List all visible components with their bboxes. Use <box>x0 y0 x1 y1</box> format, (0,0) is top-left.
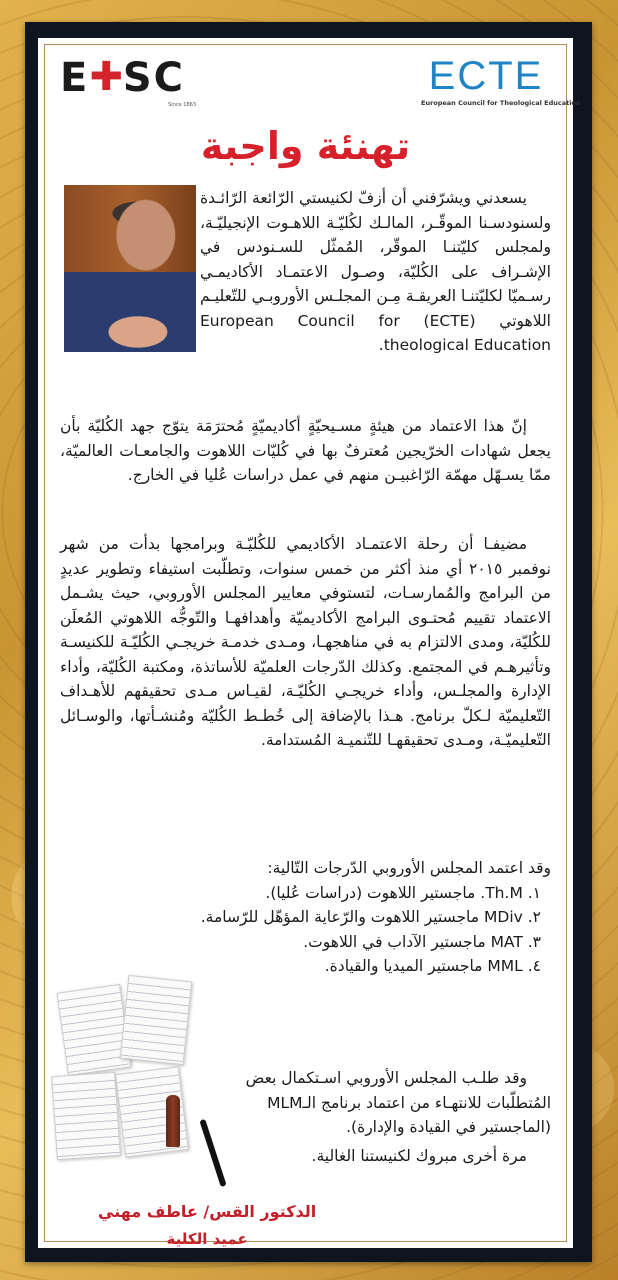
esc-logo-e: E <box>60 55 90 101</box>
poster-panel <box>38 38 581 1248</box>
document-icon <box>56 984 131 1076</box>
signature <box>98 1198 316 1252</box>
paragraph-2 <box>60 414 551 488</box>
esc-logo-sc: SC <box>122 55 186 101</box>
closing-paragraph <box>218 1066 551 1140</box>
degree-item: ١. Th.M. ماجستير اللاهوت (دراسات عُليا). <box>265 883 541 902</box>
signature-name: الدكتور القس/ عاطف مهني <box>98 1202 317 1221</box>
ecte-logo-subtitle: European Council for Theological Education <box>421 99 581 107</box>
photo-spacer <box>60 186 200 354</box>
degree-item: ٣. MAT ماجستير الآداب في اللاهوت. <box>303 932 541 951</box>
esc-logo <box>60 54 200 108</box>
esc-logo-since: Since 1863 <box>168 102 196 108</box>
paragraph-1 <box>60 186 551 358</box>
wax-stamp-icon <box>166 1095 180 1147</box>
closing-paragraph-text: وقد طلـب المجلس الأوروبي اسـتكمال بعض المُتطلّبات للانتهـاء من اعتماد برنامج الـMLM (الماجستير في القيادة والإدارة). <box>245 1069 551 1136</box>
poster-frame <box>25 22 592 1262</box>
degrees-section <box>158 856 551 979</box>
degrees-list <box>158 881 551 979</box>
degrees-intro: وقد اعتمد المجلس الأوروبي الدّرجات التّالية: <box>267 859 551 877</box>
paragraph-3-text: مضيفـا أن رحلة الاعتمـاد الأكاديمي للكُليّـة وبرامجها بدأت من شهر نوفمبر ٢٠١٥ أي منذ أكثر من خمس سنوات، وتطلّبت استيفاء وتطوير عديدٍ من البرامج والمُمارسـات، لتستوفي معايير المجلس الأوروبي، حيث يشـمل الاعتماد تقييم مُحتـوى البرامج الأكاديميّة وأهدافهـا والتّوجُّه اللاهوتي المُعلَن للكُليّة، ومدى الالتزام به في مناهجهـا، ومـدى خدمـة خريجـي الكُليّـة للكنيسـة وتأثيرهـم في المجتمع. وكذلك الدّرجات العلميّة للأساتذة، ومكتبة الكُليّة، وأداء الإدارة والمجلـس، وأداء خريجـي الكُليّـة، لقيـاس مـدى تحقيقهم للأهـداف التّعليميّة لـكلّ برنامج. هـذا بالإضافة إلى خُطـط الكُليّة ومُنشـأتها، والوسـائل التّعليميّـة، ومـدى تحقيقهـا للتّنميـة المُستدامة. <box>60 535 551 749</box>
paragraph-3 <box>60 532 551 753</box>
degree-item: ٤. MML ماجستير الميديا والقيادة. <box>324 957 541 975</box>
signature-role: عميد الكلية <box>166 1230 248 1248</box>
cross-icon: ✚ <box>89 54 123 100</box>
ecte-logo <box>421 54 581 107</box>
ecte-logo-mark: ECTE <box>428 54 544 98</box>
congratulations-line <box>218 1144 551 1169</box>
document-icon <box>120 975 192 1065</box>
congratulations-text: مرة أخرى مبروك لكنيستنا الغالية. <box>311 1147 527 1165</box>
degree-item: ٢. MDiv ماجستير اللاهوت والرّعاية المؤهّل للرّسامة. <box>200 908 541 926</box>
page-title: تهنئة واجبة <box>200 124 411 168</box>
paragraph-1-text: يسعدني ويشرّفني أن أزفّ لكنيستي الرّائعة الرّائـدة ولسنودسـنا الموقّـر، المالـك لكُليّـة اللاهـوت الإنجيليّـة، ولمجلس كليّتنـا الموقّر، المُمثّل للسـنودس في الإشـراف على الكُليّة، وصـول الاعتمـاد الأكاديمـي رسـميّا لكليّتنـا العريقـة مِـن المجلـس الأوروبـي للتّعليـم اللاهوتي (ECTE) European Council for theological Education. <box>200 189 551 354</box>
document-icon <box>51 1072 121 1160</box>
paragraph-2-text: إنّ هذا الاعتماد من هيئةٍ مسـيحيّةٍ أكاديميّةٍ مُحترَمَة يتوّج جهد الكُليّة بأن يجعل شهادات الخرّيجين مُعترفٌ بها في كُليّات اللاهوت والجامعـات العالميّة، ممّا يسـهّل مهمّة الرّاغبيـن منهم في عمل دراسات عُليا في الخارج. <box>60 417 551 484</box>
